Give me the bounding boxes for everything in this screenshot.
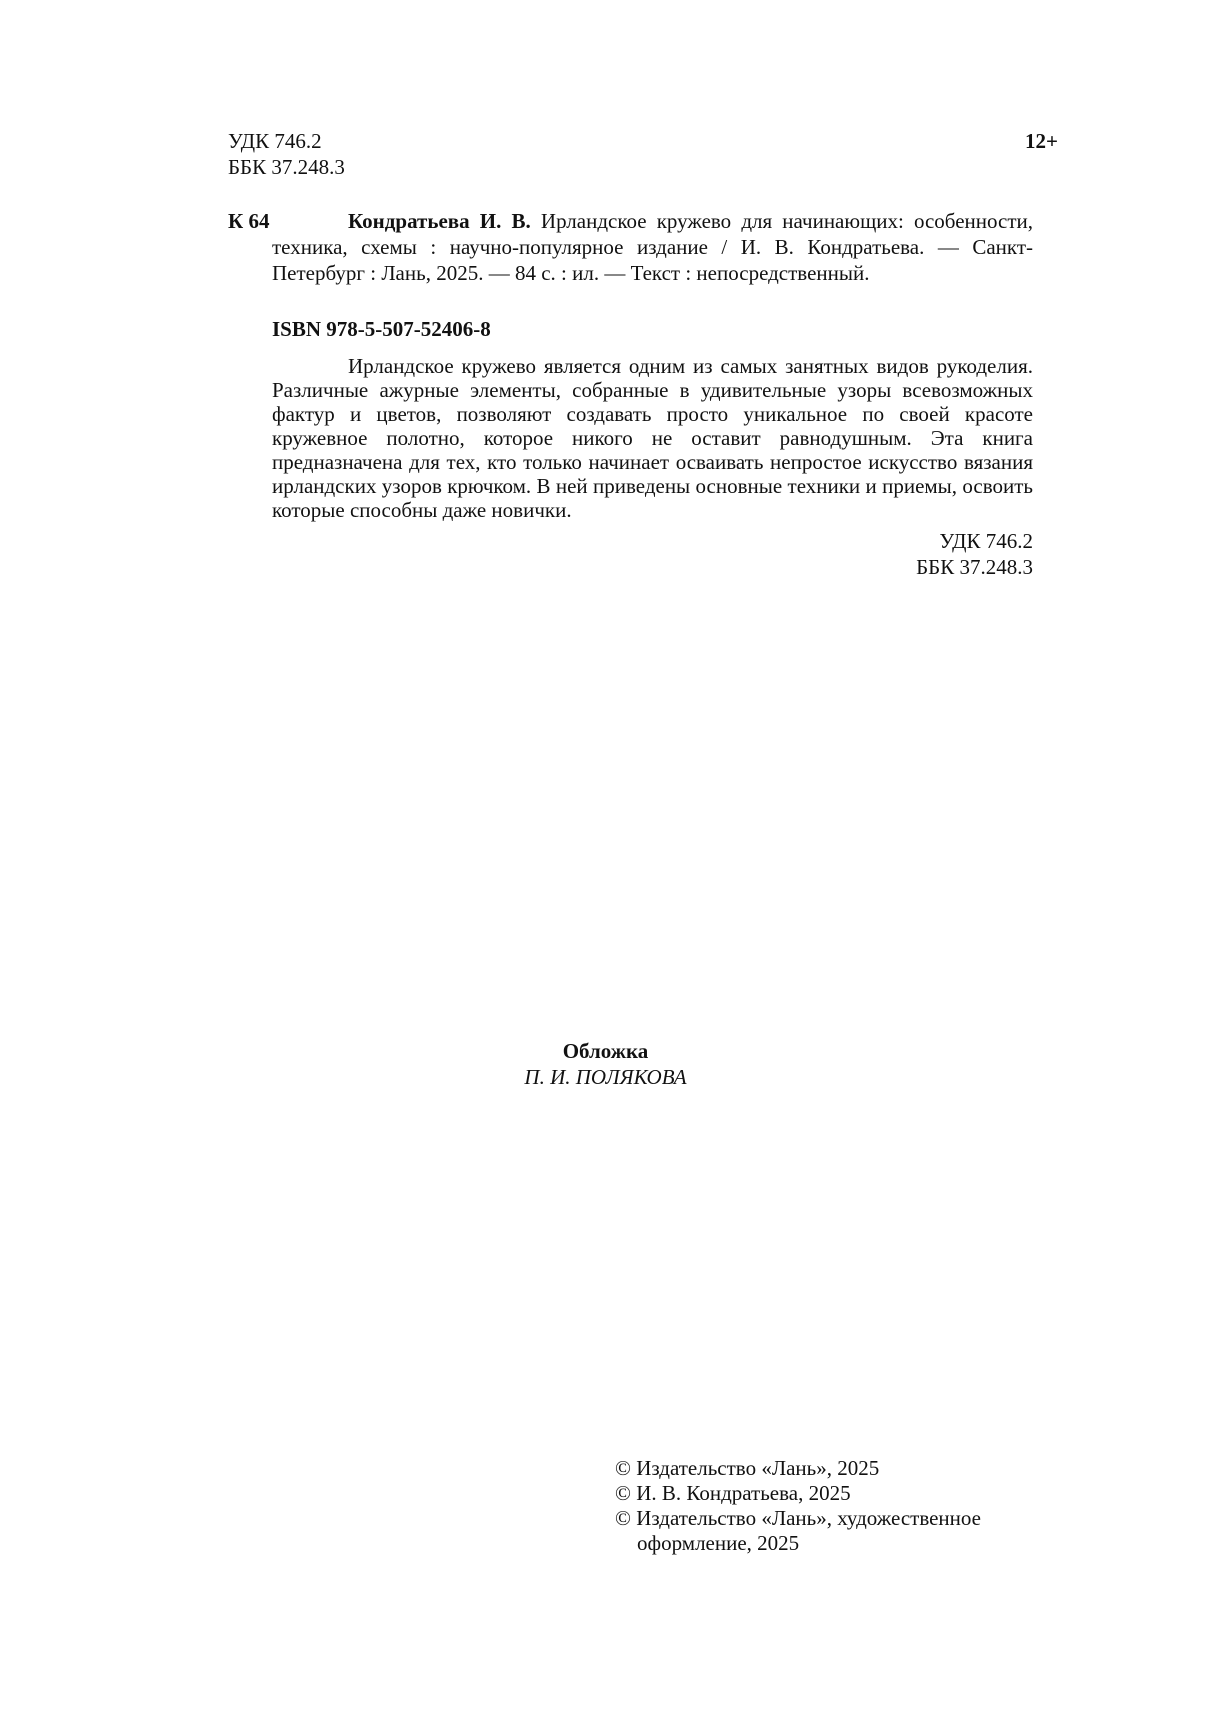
copyright-line: © Издательство «Лань», 2025	[615, 1456, 880, 1480]
udk-code-bottom: УДК 746.2	[939, 529, 1033, 553]
classification-codes-top	[228, 128, 345, 180]
copyright-block	[615, 1456, 1035, 1556]
age-rating: 12+	[1025, 129, 1058, 153]
cover-label: Обложка	[562, 1039, 649, 1063]
author-mark: К 64	[228, 209, 270, 233]
author-name: Кондратьева И. В.	[348, 209, 531, 233]
isbn: ISBN 978-5-507-52406-8	[272, 317, 491, 341]
cover-designer: П. И. ПОЛЯКОВА	[524, 1065, 687, 1089]
bibliographic-record	[272, 208, 1033, 286]
copyright-line: © И. В. Кондратьева, 2025	[615, 1481, 851, 1505]
bbk-code: ББК 37.248.3	[228, 155, 345, 179]
copyright-line: © Издательство «Лань», художественное оформление, 2025	[615, 1506, 981, 1555]
annotation-text: Ирландское кружево является одним из самых занятных видов рукоделия. Различные ажурные элементы, собранные в удивительные узоры всевозможных фактур и цветов, позволяют создавать просто уникальное по своей красоте кружевное полотно, которое никого не оставит равнодушным. Эта книга предназначена для тех, кто только начинает осваивать непростое искусство вязания ирландских узоров крючком. В ней приведены основные техники и приемы, освоить которые способны даже новички.	[272, 354, 1033, 522]
annotation	[272, 354, 1033, 522]
cover-credit	[0, 1038, 1211, 1090]
udk-code: УДК 746.2	[228, 129, 322, 153]
bbk-code-bottom: ББК 37.248.3	[916, 555, 1033, 579]
bibliographic-description: Ирландское кружево для начинающих: особенности, техника, схемы : научно-популярное издание / И. В. Кондратьева. — Санкт-Петербург : Лань, 2025. — 84 с. : ил. — Текст : непосредственный.	[272, 209, 1034, 285]
classification-codes-bottom	[840, 528, 1033, 580]
